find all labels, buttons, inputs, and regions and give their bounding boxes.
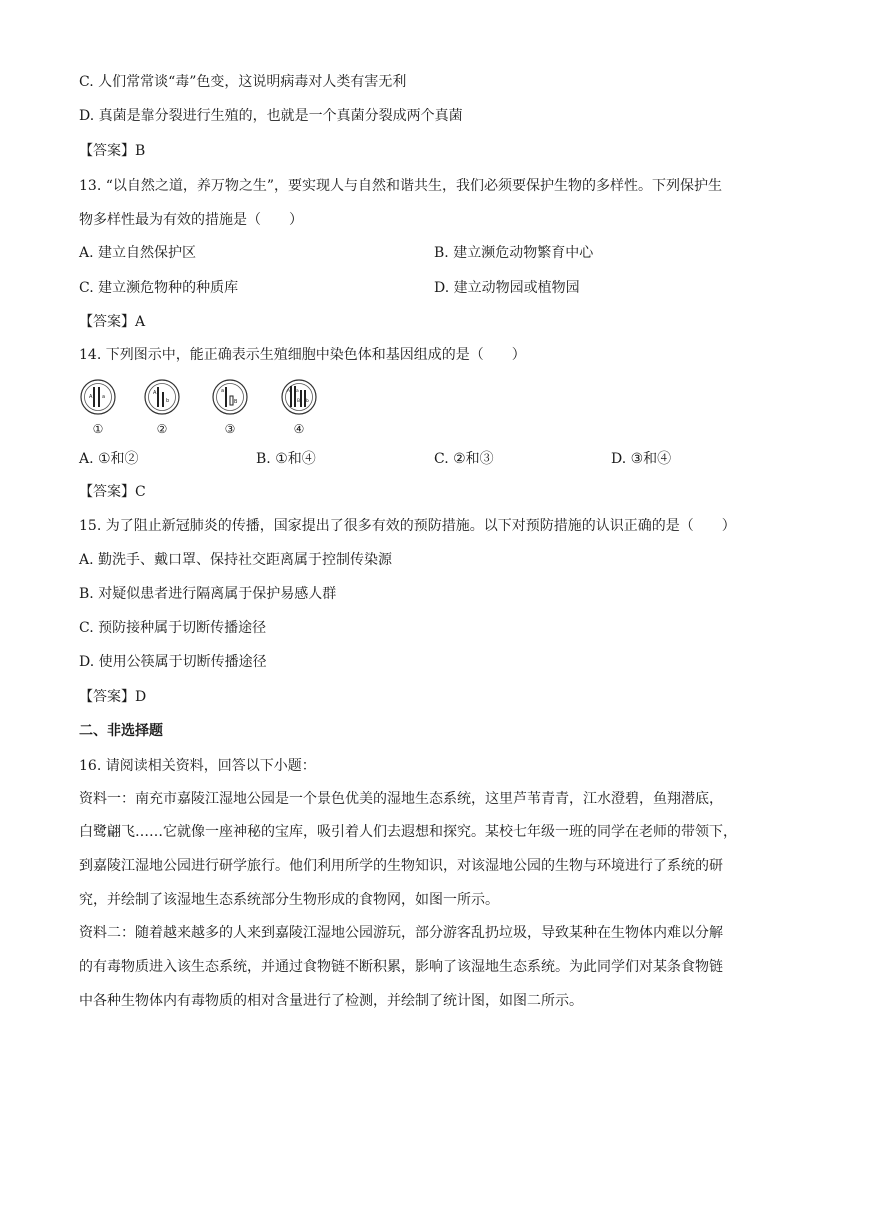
q16-material2-3: 中各种生物体内有毒物质的相对含量进行了检测，并绘制了统计图，如图二所示。 [79, 993, 583, 1009]
q15-stem: 15. 为了阻止新冠肺炎的传播，国家提出了很多有效的预防措施。以下对预防措施的认识正确的是（ ） [79, 518, 736, 534]
q12-answer: 【答案】B [79, 143, 146, 159]
cell-1-gene: A [89, 394, 93, 400]
q13-option-c: C. 建立濒危物种的种质库 [79, 280, 239, 296]
q14-figure [79, 376, 339, 440]
q16-material2-1: 资料二：随着越来越多的人来到嘉陵江湿地公园游玩，部分游客乱扔垃圾，导致某种在生物体内难以分解 [79, 925, 723, 941]
q14-option-a: A. ①和② [79, 451, 139, 467]
cell-4-number: ④ [293, 422, 305, 436]
q13-stem-1: 13. “以自然之道，养万物之生”，要实现人与自然和谐共生，我们必须要保护生物的多样性。下列保护生 [79, 178, 723, 194]
q16-material1-1: 资料一：南充市嘉陵江湿地公园是一个景色优美的湿地生态系统，这里芦苇青青，江水澄碧，鱼翔潜底， [79, 791, 723, 807]
cell-2-number: ② [156, 422, 168, 436]
q14-option-d: D. ③和④ [611, 451, 672, 467]
q13-option-b: B. 建立濒危动物繁育中心 [434, 245, 594, 261]
q16-stem: 16. 请阅读相关资料，回答以下小题： [79, 758, 316, 774]
cell-4-gene: A [287, 389, 291, 394]
q13-option-a: A. 建立自然保护区 [79, 245, 197, 261]
cell-4-gene: B [297, 399, 301, 404]
cell-2-gene: b [166, 398, 170, 404]
cell-4 [280, 376, 318, 436]
q14-option-b: B. ①和④ [256, 451, 316, 467]
cell-1-gene: a [102, 394, 106, 400]
line-d: D. 真菌是靠分裂进行生殖的，也就是一个真菌分裂成两个真菌 [79, 108, 463, 124]
q16-material2-2: 的有毒物质进入该生态系统，并通过食物链不断积累，影响了该湿地生态系统。为此同学们对某条食物链 [79, 959, 723, 975]
q16-material1-3: 到嘉陵江湿地公园进行研学旅行。他们利用所学的生物知识，对该湿地公园的生物与环境进行了系统的研 [79, 858, 723, 874]
q15-answer: 【答案】D [79, 689, 147, 705]
q15-option-b: B. 对疑似患者进行隔离属于保护易感人群 [79, 586, 337, 602]
q16-material1-4: 究，并绘制了该湿地生态系统部分生物形成的食物网，如图一所示。 [79, 892, 499, 908]
q16-material1-2: 白鹭翩飞……它就像一座神秘的宝库，吸引着人们去遐想和探究。某校七年级一班的同学在老师的带领下， [79, 824, 737, 840]
q15-option-d: D. 使用公筷属于切断传播途径 [79, 654, 267, 670]
cell-4-gene: b [306, 399, 309, 404]
cell-2-gene: A [153, 390, 157, 396]
cell-3-gene: B [234, 399, 238, 405]
q14-stem: 14. 下列图示中，能正确表示生殖细胞中染色体和基因组成的是（ ） [79, 347, 526, 363]
cell-3-number: ③ [224, 422, 236, 436]
q14-option-c: C. ②和③ [434, 451, 494, 467]
line-c: C. 人们常常谈“毒”色变，这说明病毒对人类有害无利 [79, 74, 407, 90]
cell-3 [211, 376, 249, 436]
section-title: 二、非选择题 [79, 723, 163, 739]
cell-2 [143, 376, 181, 436]
q13-stem-2: 物多样性最为有效的措施是（ ） [79, 212, 303, 228]
cell-1 [79, 376, 117, 436]
cell-4-gene: a [296, 389, 299, 394]
q15-option-c: C. 预防接种属于切断传播途径 [79, 620, 267, 636]
q14-answer: 【答案】C [79, 484, 146, 500]
cell-3-gene: a [221, 388, 225, 394]
q15-option-a: A. 勤洗手、戴口罩、保持社交距离属于控制传染源 [79, 552, 393, 568]
q13-answer: 【答案】A [79, 314, 146, 330]
q13-option-d: D. 建立动物园或植物园 [434, 280, 580, 296]
cell-1-number: ① [92, 422, 104, 436]
